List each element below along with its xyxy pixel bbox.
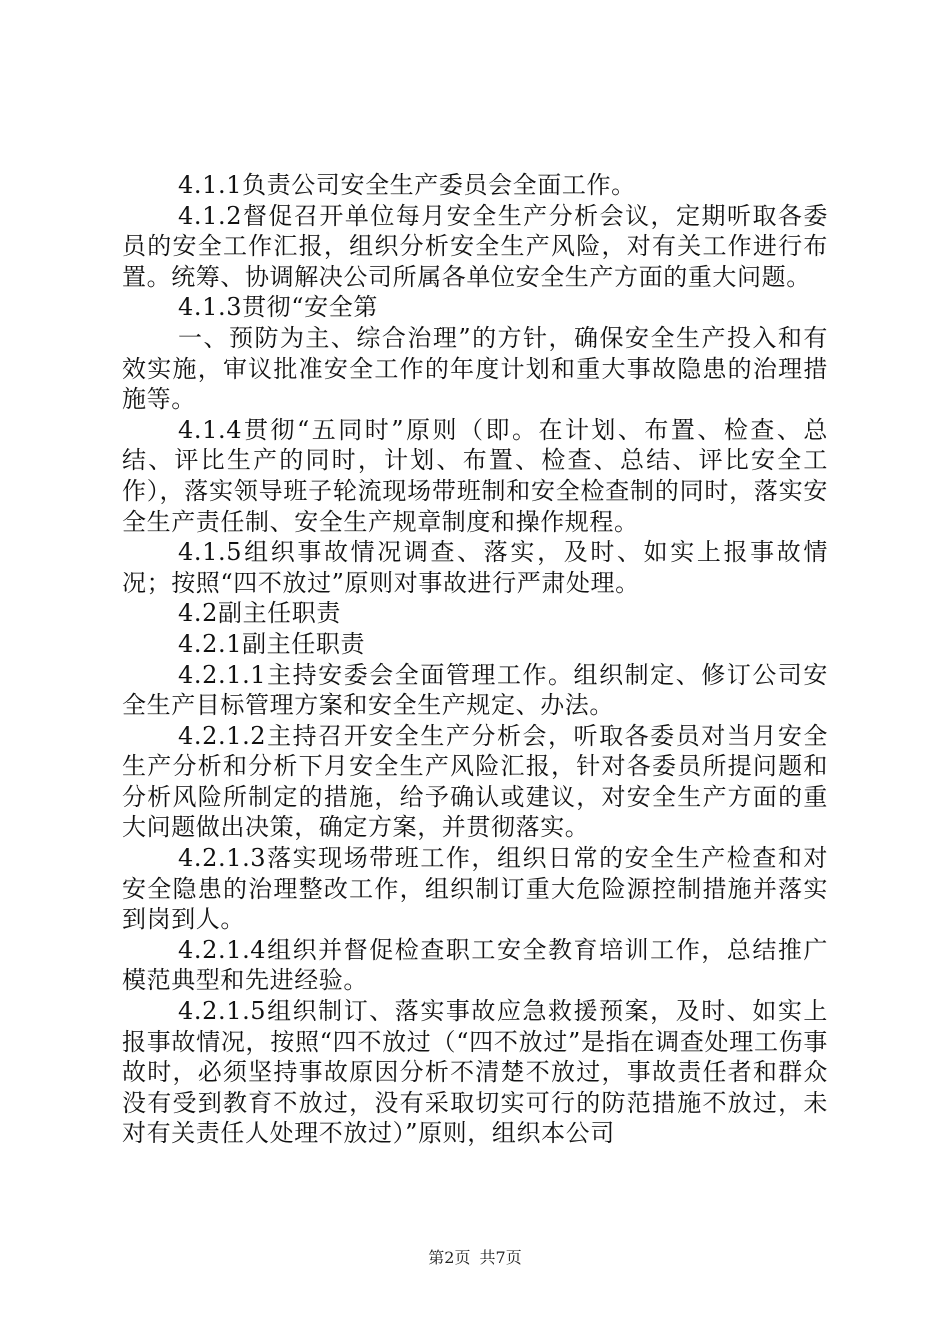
page-total: 共7页 — [479, 1248, 522, 1267]
heading-4-2: 4.2副主任职责 — [178, 599, 341, 628]
paragraph-4-1-4: 4.1.4贯彻“五同时”原则（即。在计划、布置、检查、总结、评比生产的同时，计划、布置、检查、总结、评比安全工作），落实领导班子轮流现场带班制和安全检查制的同时，落实安全生产责任制、安全生产规章制度和操作规程。 — [122, 415, 828, 536]
paragraph-4-1-2: 4.1.2督促召开单位每月安全生产分析会议，定期听取各委员的安全工作汇报，组织分析安全生产风险，对有关工作进行布置。统筹、协调解决公司所属各单位安全生产方面的重大问题。 — [122, 201, 828, 291]
paragraph-4-1-1: 4.1.1负责公司安全生产委员会全面工作。 — [178, 171, 636, 199]
paragraph-4-2-1-3: 4.2.1.3落实现场带班工作，组织日常的安全生产检查和对安全隐患的治理整改工作，组织制订重大危险源控制措施并落实到岗到人。 — [122, 844, 828, 934]
paragraph-4-1-5: 4.1.5组织事故情况调查、落实，及时、如实上报事故情况；按照“四不放过”原则对事故进行严肃处理。 — [122, 538, 828, 597]
paragraph-4-1-3-continued: 一、预防为主、综合治理”的方针，确保安全生产投入和有效实施，审议批准安全工作的年度计划和重大事故隐患的治理措施等。 — [122, 323, 828, 414]
paragraph-4-2-1-5: 4.2.1.5组织制订、落实事故应急救援预案，及时、如实上报事故情况，按照“四不放过（“四不放过”是指在调查处理工伤事故时，必须坚持事故原因分析不清楚不放过，事故责任者和群众没有受到教育不放过，没有采取切实可行的防范措施不放过，未对有关责任人处理不放过）”原则，组织本公司 — [122, 997, 828, 1148]
paragraph-4-1-3: 4.1.3贯彻“安全第 — [178, 293, 378, 322]
page-number: 第2页 — [428, 1248, 471, 1267]
document-body — [122, 170, 828, 1149]
heading-4-2-1: 4.2.1副主任职责 — [178, 629, 366, 658]
paragraph-4-2-1-4: 4.2.1.4组织并督促检查职工安全教育培训工作，总结推广模范典型和先进经验。 — [122, 935, 828, 995]
paragraph-4-2-1-1: 4.2.1.1主持安委会全面管理工作。组织制定、修订公司安全生产目标管理方案和安全生产规定、办法。 — [122, 660, 828, 720]
page-footer — [0, 1245, 950, 1268]
paragraph-4-2-1-2: 4.2.1.2主持召开安全生产分析会，听取各委员对当月安全生产分析和分析下月安全生产风险汇报，针对各委员所提问题和分析风险所制定的措施，给予确认或建议，对安全生产方面的重大问题做出决策，确定方案，并贯彻落实。 — [122, 721, 828, 842]
